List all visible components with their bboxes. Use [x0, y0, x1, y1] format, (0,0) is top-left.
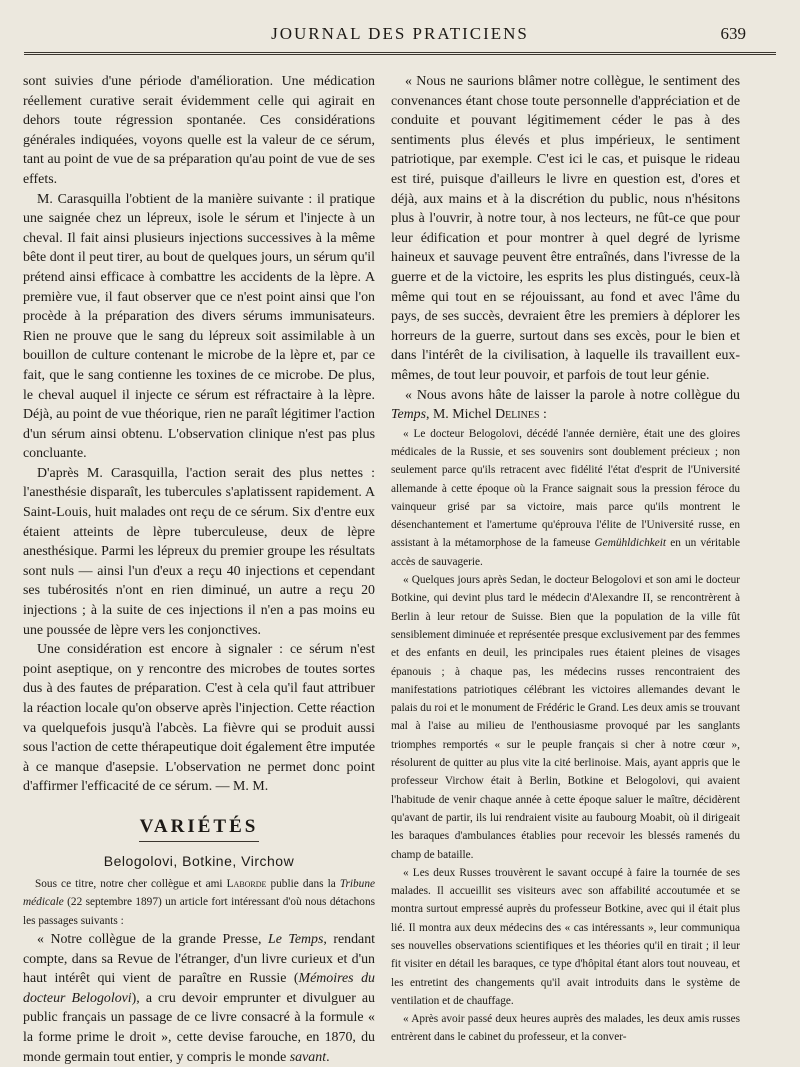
intro-text-a: Sous ce titre, notre cher collègue et ami [35, 878, 227, 891]
word-savant: savant [289, 1049, 327, 1065]
journal-title: JOURNAL DES PRATICIENS [271, 24, 529, 43]
r2-text-a: « Nous avons hâte de laisser la parole à notre collègue du [405, 387, 740, 403]
s1-text-a: « Le docteur Belogolovi, décédé l'année dernière, était une des gloires médicales de la Russie, et ses souvenirs sont doublement précieux ; non seulement parce qu'ils retracent avec fidélité l'état d'esprit de l'Université allemande à cette époque où la France saignait sous la pression féroce du vainqueur grisé par sa victoire, mais parce qu'ils montrent le désenchantement et l'amertume qu'éprouva l'élite de l'Université russe, en assistant à la métamorphose de la fameuse [391, 427, 740, 550]
section-rule [139, 841, 259, 842]
intro-text-b: publie dans la [266, 878, 340, 891]
quote1-text-d: . [326, 1049, 330, 1065]
s1-text-b: en un véritable accès de sauvagerie. [391, 537, 740, 568]
quoted-excerpt [391, 425, 740, 1047]
paragraph-preparation: M. Carasquilla l'obtient de la manière suivante : il pratique une saignée chez un lépreux, isole le sérum et l'injecte à un cheval. Il fait ainsi plusieurs injections successives à la même bête dont il peut tirer, au bout de quelques jours, un sérum qu'il prétend ainsi efficace à combattre les accidents de la lèpre. A première vue, il faut observer que ce n'est point ainsi que l'on procède à la préparation des divers sérums immunisateurs. Rien ne prouve que le sang du lépreux soit assimilable à un bouillon de culture contenant le microbe de la lèpre et, par ce fait, que le sang contienne les toxines de ce microbe. De plus, le cheval auquel il injecte ce sérum est réfractaire à la lèpre. Déjà, au point de vue théorique, rien ne paraît légitimer l'action d'un sérum ainsi obtenu. L'observation clinique n'est pas plus concluante. [23, 191, 375, 462]
article-intro-block [23, 875, 375, 930]
excerpt-cabinet: « Après avoir passé deux heures auprès des malades, les deux amis russes entrèrent dans le cabinet du professeur, et la conver- [391, 1013, 740, 1044]
quote1-text-b: , rendant compte, dans sa Revue de l'étranger, d'un livre curieux et d'un haut intérêt qui vient de paraître en Russie ( [23, 932, 375, 987]
quote1-text-c: ), a cru devoir emprunter et divulguer au public français un passage de ce livre consacré à la formule « la forme prime le droit », cette devise farouche, en 1870, du monde germain tout entier, y compris le monde [23, 990, 375, 1065]
book-memoires: Mémoires du docteur Belogolovi [23, 971, 375, 1006]
paper-le-temps: Le Temps [267, 932, 324, 948]
paragraph-continuation: sont suivies d'une période d'amélioration. Une médication réellement curative serait évidemment celle qui agirait en dehors toute régression spontanée. Ces considérations générales indiquées, voyons quelle est la valeur de ce sérum, tant au point de vue de sa préparation qu'au point de vue de ses effets. [23, 74, 375, 187]
running-header [24, 20, 776, 54]
intro-text-c: (22 septembre 1897) un article fort intéressant d'où nous détachons les passages suivants : [23, 896, 375, 927]
page-number: 639 [720, 24, 746, 43]
excerpt-sedan: « Quelques jours après Sedan, le docteur Belogolovi et son ami le docteur Botkine, qui devint plus tard le médecin d'Alexandre II, se rencontrèrent à Berlin à leur retour de Suisse. Bien que la population de la ville fût sensiblement diminuée et représentée presque exclusivement par des femmes et des enfants en deuil, les principales rues étaient pleines de visages épanouis ; à chaque pas, les médecins russes rencontraient des manifestations patriotiques célébrant les victoires allemandes devant le palais du roi et le monument de Frédéric le Grand. Les deux amis se trouvant mal à l'aise au milieu de l'enthousiasme provoqué par les sanglants triomphes remportés « sur le peuple français si cher à notre cœur », résolurent de quitter au plus vite la cité berlinoise. Mais, ayant appris que le professeur Virchow était à Berlin, Botkine et Belogolovi, qui avaient l'habitude de venir chaque année à cette époque saluer le maître, décidèrent qu'avant de partir, ils lui rendraient visite au faubourg Moabit, où il dirigeait les baraques d'ambulances établies pour recevoir les blessés ramenés du champ de bataille. [391, 574, 740, 861]
term-gemuhldichkeit: Gemühldichkeit [594, 537, 667, 550]
excerpt-belogolovi [391, 425, 740, 571]
r2-text-c: : [539, 407, 547, 423]
paragraph-asepsis: Une considération est encore à signaler : ce sérum n'est point aseptique, on y rencontre des microbes de toutes sortes dus à des fautes de préparation. C'est à cela qu'il faut attribuer la réaction locale qu'on observe après l'injection. Cette réaction va quelquefois jusqu'à l'abcès. La fièvre qui se produit aussi sous l'action de cette thérapeutique doit également être imputée à ce manque d'asepsie. L'observation ne permet donc point d'affirmer l'efficacité de ce sérum. — M. M. [23, 642, 375, 795]
quote1-text-a: « Notre collègue de la grande Presse, [37, 932, 268, 948]
section-title-varietes: VARIÉTÉS [139, 815, 259, 837]
quote-paragraph-1 [23, 930, 375, 1067]
left-column [23, 72, 375, 1065]
paper-temps: Temps [391, 407, 426, 423]
excerpt-visit: « Les deux Russes trouvèrent le savant occupé à faire la tournée de ses malades. Il accueillit ses visiteurs avec son affabilité accoutumée et se montra surtout empressé auprès du professeur Botkine, avec qui il était plus lié. Il montra aux deux médecins des « cas intéressants », leur communiqua ses nouvelles observations scientifiques et les théories qu'il en tirait ; il leur fit visiter en détail les baraques, ce type d'hôpital étant alors tout nouveau, et les entretint des changements qu'il avait introduits dans le système de ventilation et de chauffage. [391, 866, 740, 1007]
r2-text-b: , M. Michel [426, 407, 496, 423]
paragraph-patriotism: « Nous ne saurions blâmer notre collègue, le sentiment des convenances étant chose toute personnelle d'appréciation et de conduite et pouvant légitimement céder le pas à des sentiments plus élevés et plus impérieux, le sentiment patriotique, par exemple. C'est ici le cas, et puisque le rideau est tiré, puisque d'ailleurs le livre en question est, d'ores et déjà, aux mains et à la discrétion du public, nous n'hésitons plus à l'ouvrir, à notre tour, à nos lecteurs, ne fût-ce que pour leur édification et pour montrer à quel degré de lyrisme haineux et sauvage peuvent être entraînés, dans l'ivresse de la guerre et de la victoire, les esprits les plus distingués, ceux-là même qui tout en se réjouissant, au fond et avec l'âme du pays, de ses succès, devraient être les premiers à déplorer les horreurs de la guerre, surtout dans ses excès, pour le bien et dans l'intérêt de la civilisation, à laquelle ils travaillent eux-mêmes, de tout leur pouvoir, et parfois de tout leur génie. [391, 74, 740, 383]
article-intro [23, 875, 375, 930]
right-column [391, 72, 740, 1047]
author-laborde: Laborde [226, 878, 267, 891]
paragraph-delines-intro [391, 386, 740, 425]
journal-tribune-medicale: Tribune médicale [23, 878, 375, 909]
paragraph-results: D'après M. Carasquilla, l'action serait des plus nettes : l'anesthésie disparaît, les tubercules s'aplatissent rapidement. A Saint-Louis, huit malades ont reçu de ce sérum. Six d'entre eux étaient atteints de lèpre tuberculeuse, deux de lèpre anesthésique. Parmi les lépreux du premier groupe les résultats sont nuls — ainsi l'un d'eux a reçu 40 injections et cependant ses tubérosités n'ont en rien diminué, un autre a reçu 20 injections ; à la suite de ces injections il n'en a pas moins eu une poussée de lèpre vers les conjonctives. [23, 465, 375, 638]
article-title: Belogolovi, Botkine, Virchow [103, 852, 295, 869]
author-delines: Delines [495, 407, 540, 423]
header-rule [24, 52, 776, 55]
